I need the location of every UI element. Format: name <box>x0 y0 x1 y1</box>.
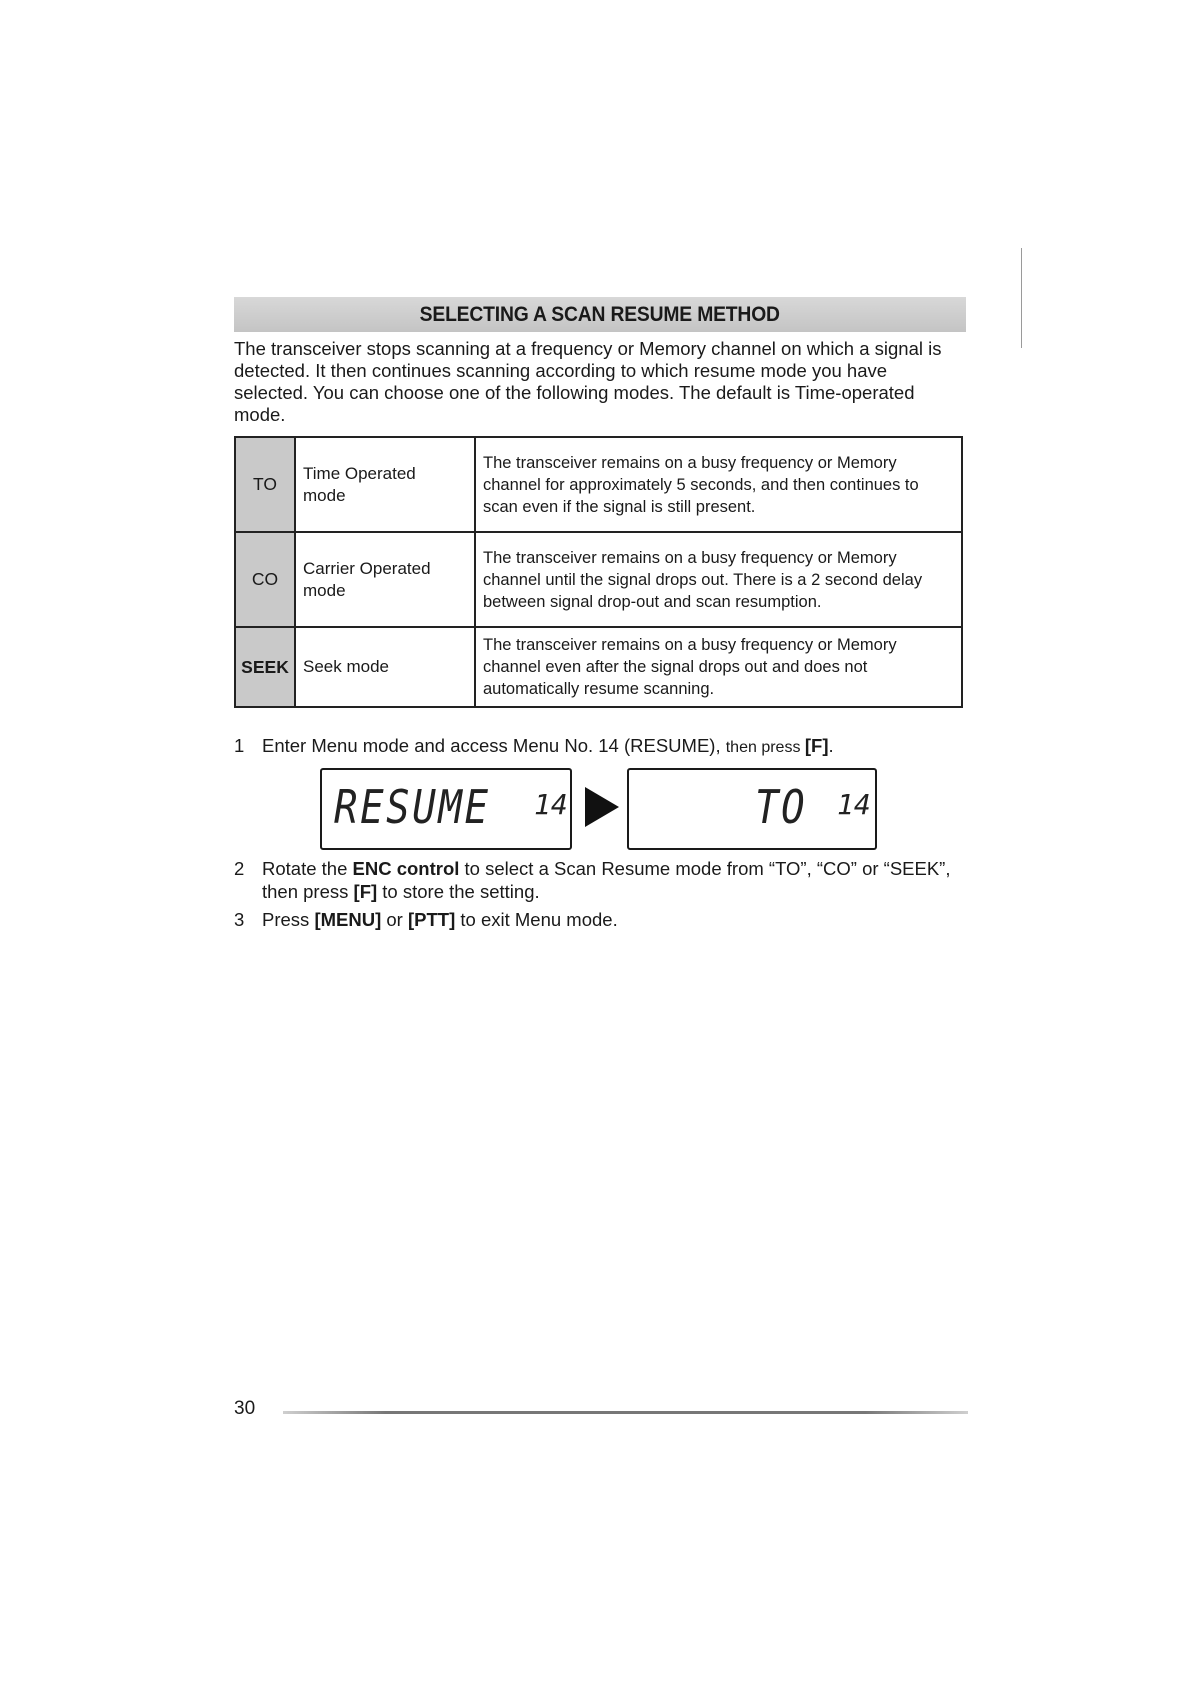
lcd-display-to <box>627 768 877 850</box>
page-edge-line <box>1021 248 1022 348</box>
step-text-part: to select a Scan Resume mode from “TO”, “CO” or “SEEK”, then press <box>262 858 951 902</box>
lcd-main-text: RESUME <box>334 780 491 834</box>
step-text-part: Enter Menu mode and access Menu No. 14 (RESUME), <box>262 735 726 756</box>
step-number: 2 <box>234 858 245 879</box>
lcd-menu-number: 14 <box>534 788 568 821</box>
step-text-part: Rotate the <box>262 858 353 879</box>
intro-paragraph: The transceiver stops scanning at a frequency or Memory channel on which a signal is detected. It then continues scanning according to which resume mode you have selected. You can choose one of the following modes. The default is Time-operated mode. <box>234 338 942 425</box>
section-header <box>234 297 966 332</box>
mode-name-line: mode <box>303 485 346 505</box>
footer-divider <box>283 1411 968 1414</box>
step-text-part: or <box>381 909 408 930</box>
mode-name <box>295 437 475 532</box>
mode-name-line: Carrier Operated <box>303 558 431 578</box>
step-text-part: Press <box>262 909 315 930</box>
mode-code: SEEK <box>235 627 295 707</box>
mode-description: The transceiver remains on a busy frequency or Memory channel for approximately 5 seconds, and then continues to scan even if the signal is still present. <box>475 437 962 532</box>
mode-name <box>295 532 475 627</box>
control-label: ENC control <box>352 858 460 879</box>
table-row <box>235 532 962 627</box>
section-title: SELECTING A SCAN RESUME METHOD <box>419 302 781 326</box>
mode-name-line: Seek mode <box>303 657 389 676</box>
mode-code: CO <box>235 532 295 627</box>
step-text-part: then press <box>725 739 805 756</box>
step-text-part: to exit Menu mode. <box>455 909 618 930</box>
step-number: 3 <box>234 909 245 930</box>
step-text <box>262 857 962 903</box>
mode-code: TO <box>235 437 295 532</box>
step-text-part: . <box>828 735 834 756</box>
right-triangle-arrow-icon <box>585 787 619 827</box>
step-text <box>262 908 962 931</box>
mode-name-line: Time Operated <box>303 463 416 483</box>
mode-description: The transceiver remains on a busy frequency or Memory channel until the signal drops out. There is a 2 second delay between signal drop-out and scan resumption. <box>475 532 962 627</box>
key-label: [F] <box>353 881 378 902</box>
table-row <box>235 437 962 532</box>
page-number: 30 <box>234 1398 256 1419</box>
step-number: 1 <box>234 735 245 756</box>
step-text-part: to store the setting. <box>377 881 540 902</box>
mode-name <box>295 627 475 707</box>
lcd-display-resume <box>320 768 572 850</box>
lcd-main-text: TO <box>755 780 808 834</box>
step-text <box>262 734 962 759</box>
key-label: [MENU] <box>314 909 382 930</box>
mode-name-line: mode <box>303 580 346 600</box>
key-label: [F] <box>804 735 829 756</box>
key-label: [PTT] <box>407 909 456 930</box>
lcd-menu-number: 14 <box>837 788 871 821</box>
scan-resume-modes-table <box>234 436 963 708</box>
table-row <box>235 627 962 707</box>
mode-description: The transceiver remains on a busy frequency or Memory channel even after the signal drops out and does not automatically resume scanning. <box>475 627 962 707</box>
